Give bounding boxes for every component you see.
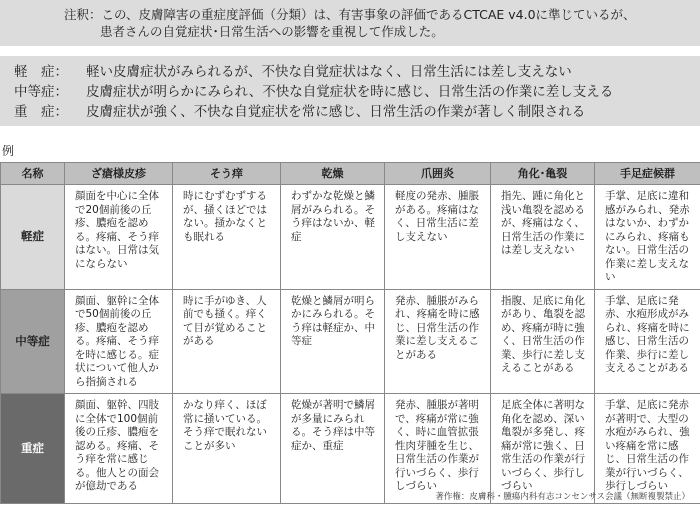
- table-cell: 手掌、足底に発赤が著明で、大型の水疱がみられ、強い疼痛を常に感じ、日常生活の作業が行いづらく、歩行しづらい: [595, 394, 700, 504]
- note-box: [0, 0, 700, 46]
- table-cell: 軽度の発赤、腫脹がある。疼痛はなく、日常生活に差し支えない: [385, 185, 491, 290]
- grade-cell: 重症: [1, 394, 65, 504]
- severity-text: 皮膚症状が明らかにみられ、不快な自覚症状を時に感じ、日常生活の作業に差し支える: [86, 84, 614, 100]
- table-cell: 発赤、腫脹が著明で、疼痛が常に強く、時に血管拡張性肉芽腫を生じ、日常生活の作業が行いづらく、歩行しづらい: [385, 394, 491, 504]
- table-cell: 発赤、腫脹がみられ、疼痛を時に感じ、日常生活の作業に差し支えることがある: [385, 289, 491, 394]
- severity-table: [0, 162, 700, 504]
- copyright-notice: 著作権：皮膚科・腫瘍内科有志コンセンサス会議（無断複製禁止）: [435, 492, 690, 502]
- note-line-2: 患者さんの自覚症状･日常生活への影響を重視して作成した。: [100, 24, 444, 39]
- table-cell: 手掌、足底に違和感がみられ、発赤はないか、わずかにみられ、疼痛もない。日常生活の作業に差し支えない: [595, 185, 700, 290]
- note-line-1: 注釈：この、皮膚障害の重症度評価（分類）は、有害事象の評価であるCTCAE v4.0に準じているが、: [64, 7, 636, 22]
- grade-cell: 軽症: [1, 185, 65, 290]
- severity-label: 軽 症：: [14, 64, 68, 80]
- table-cell: 時に手がゆき、人前でも掻く。痒くて目が覚めることがある: [173, 289, 281, 394]
- table-cell: わずかな乾燥と鱗屑がみられる。そう痒はないか、軽症: [281, 185, 385, 290]
- severity-text: 軽い皮膚症状がみられるが、不快な自覚症状はなく、日常生活には差し支えない: [86, 64, 572, 80]
- severity-moderate: [14, 82, 700, 102]
- table-cell: 乾燥と鱗屑が明らかにみられる。そう痒は軽症か、中等症: [281, 289, 385, 394]
- example-label: 例: [2, 144, 15, 158]
- table-cell: 指先、踵に角化と浅い亀裂を認めるが、疼痛はなく、日常生活の作業には差し支えない: [491, 185, 595, 290]
- header-hand-foot-syndrome: 手足症候群: [595, 163, 700, 185]
- grade-cell: 中等症: [1, 289, 65, 394]
- table-row: [1, 185, 700, 290]
- severity-label: 重 症：: [14, 104, 68, 120]
- table-cell: 顔面、躯幹、四肢に全体で100個前後の丘疹、膿疱を認める。疼痛、そう痒を常に感じる。他人との面会が億劫である: [65, 394, 173, 504]
- header-name: 名称: [1, 163, 65, 185]
- table-cell: かなり痒く、ほぼ常に掻いている。そう痒で眠れないことが多い: [173, 394, 281, 504]
- header-paronychia: 爪囲炎: [385, 163, 491, 185]
- header-keratosis-fissure: 角化･亀裂: [491, 163, 595, 185]
- table-cell: 時にむずむずするが、掻くほどではない。掻かなくとも眠れる: [173, 185, 281, 290]
- severity-definitions: [0, 56, 700, 126]
- table-cell: 足底全体に著明な角化を認め、深い亀裂が多発し、疼痛が常に強く、日常生活の作業が行いづらく、歩行しづらい: [491, 394, 595, 504]
- table-header-row: [1, 163, 700, 185]
- table-cell: 手掌、足底に発赤、水疱形成がみられ、疼痛を時に感じ、日常生活の作業、歩行に差し支えることがある: [595, 289, 700, 394]
- severity-label: 中等症：: [14, 84, 68, 100]
- table-cell: 乾燥が著明で鱗屑が多量にみられる。そう痒は中等症か、重症: [281, 394, 385, 504]
- table-cell: 顔面、躯幹に全体で50個前後の丘疹、膿疱を認める。疼痛、そう痒を時に感じる。症状について他人から指摘される: [65, 289, 173, 394]
- severity-mild: [14, 62, 700, 82]
- header-pruritus: そう痒: [173, 163, 281, 185]
- table-row: [1, 394, 700, 504]
- severity-text: 皮膚症状が強く、不快な自覚症状を常に感じ、日常生活の作業が著しく制限される: [86, 104, 586, 120]
- table-cell: 指腹、足底に角化があり、亀裂を認め、疼痛が時に強く、日常生活の作業、歩行に差し支えることがある: [491, 289, 595, 394]
- table-row: [1, 289, 700, 394]
- table-cell: 顔面を中心に全体で20個前後の丘疹、膿疱を認める。疼痛、そう痒はない。日常は気にならない: [65, 185, 173, 290]
- header-dry-skin: 乾燥: [281, 163, 385, 185]
- header-acneiform-rash: ざ瘡様皮疹: [65, 163, 173, 185]
- severity-severe: [14, 102, 700, 122]
